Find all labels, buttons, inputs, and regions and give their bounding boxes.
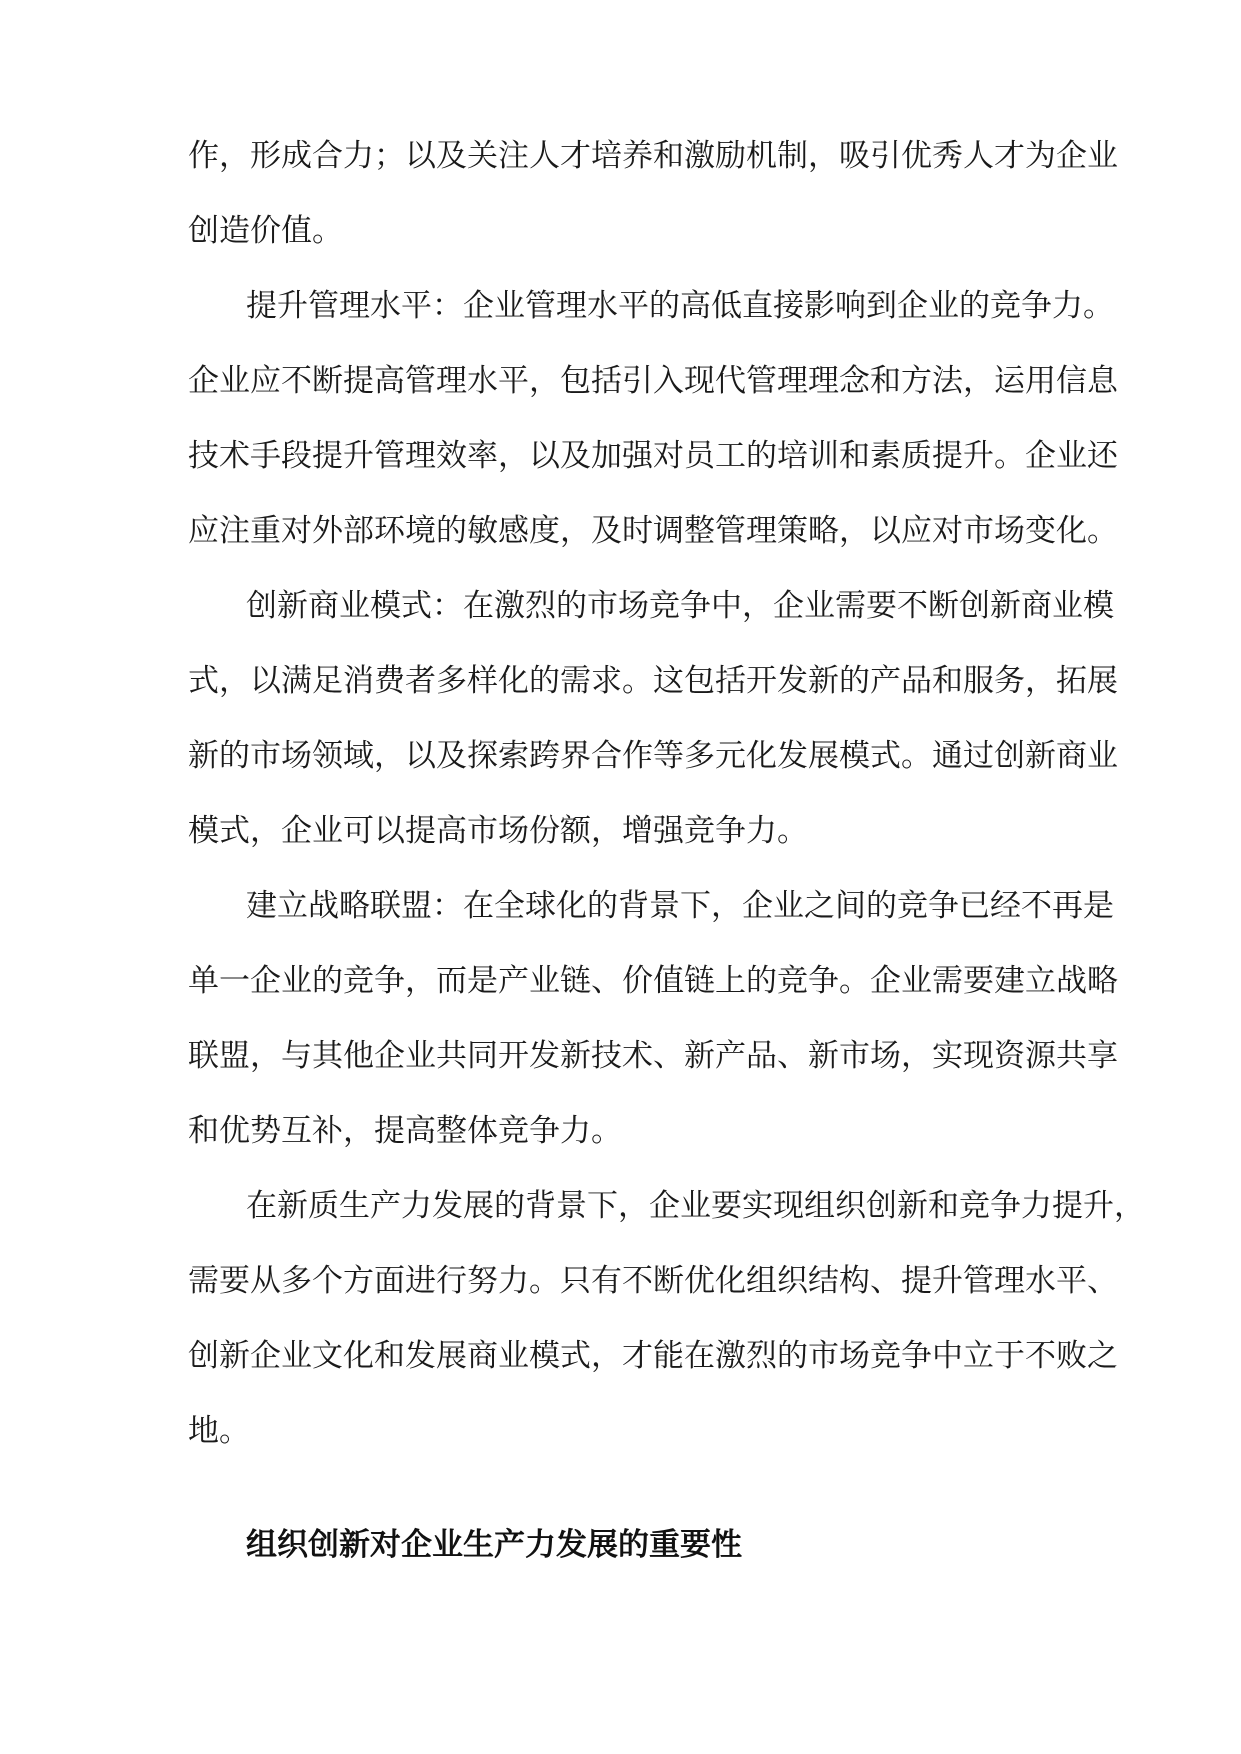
text-line: 需要从多个方面进行努力。只有不断优化组织结构、提升管理水平、 — [188, 1263, 1118, 1299]
section-heading: 组织创新对企业生产力发展的重要性 — [246, 1527, 742, 1563]
text-line: 地。 — [188, 1413, 250, 1449]
text-line: 创新商业模式：在激烈的市场竞争中，企业需要不断创新商业模 — [246, 588, 1114, 624]
text-line: 模式，企业可以提高市场份额，增强竞争力。 — [188, 813, 808, 849]
text-line: 式，以满足消费者多样化的需求。这包括开发新的产品和服务，拓展 — [188, 663, 1118, 699]
text-line: 单一企业的竞争，而是产业链、价值链上的竞争。企业需要建立战略 — [188, 963, 1118, 999]
text-line: 联盟，与其他企业共同开发新技术、新产品、新市场，实现资源共享 — [188, 1038, 1118, 1074]
text-line: 和优势互补，提高整体竞争力。 — [188, 1113, 622, 1149]
text-line: 创新企业文化和发展商业模式，才能在激烈的市场竞争中立于不败之 — [188, 1338, 1118, 1374]
text-line: 企业应不断提高管理水平，包括引入现代管理理念和方法，运用信息 — [188, 363, 1118, 399]
text-line: 技术手段提升管理效率，以及加强对员工的培训和素质提升。企业还 — [188, 438, 1118, 474]
text-line: 在新质生产力发展的背景下，企业要实现组织创新和竞争力提升， — [246, 1188, 1145, 1224]
text-line: 作，形成合力；以及关注人才培养和激励机制，吸引优秀人才为企业 — [188, 138, 1118, 174]
text-line: 新的市场领域，以及探索跨界合作等多元化发展模式。通过创新商业 — [188, 738, 1118, 774]
text-line: 建立战略联盟：在全球化的背景下，企业之间的竞争已经不再是 — [246, 888, 1114, 924]
text-line: 提升管理水平：企业管理水平的高低直接影响到企业的竞争力。 — [246, 288, 1114, 324]
text-line: 应注重对外部环境的敏感度，及时调整管理策略，以应对市场变化。 — [188, 513, 1118, 549]
text-line: 创造价值。 — [188, 213, 343, 249]
